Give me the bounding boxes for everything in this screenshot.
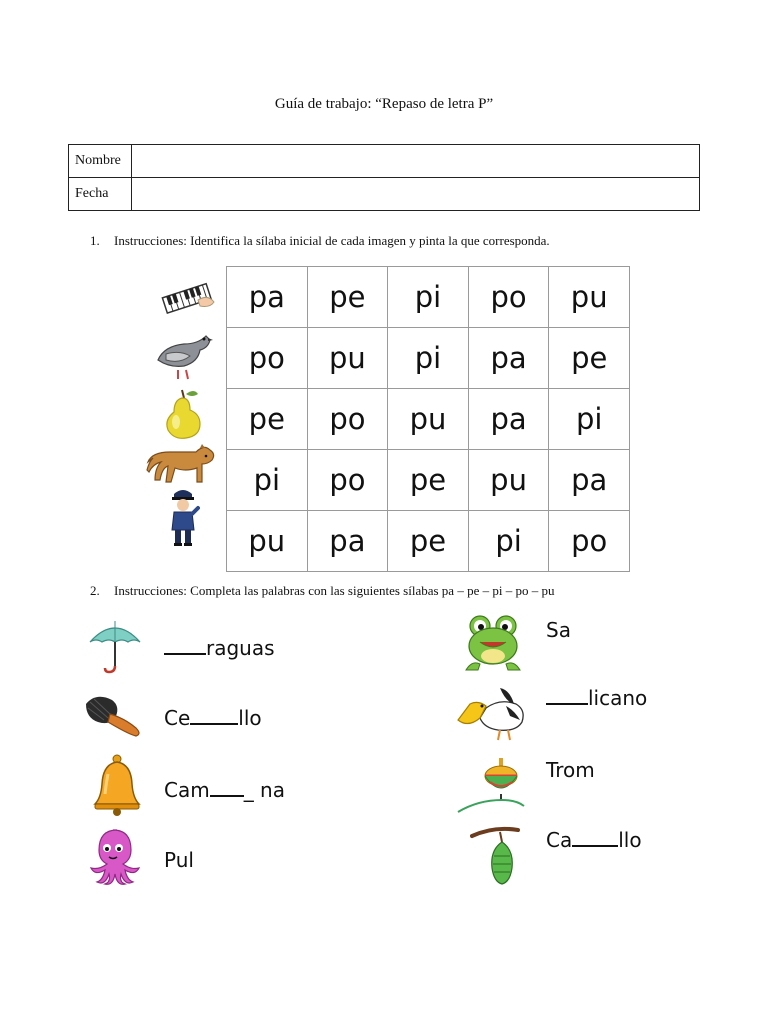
octopus-icon bbox=[80, 826, 146, 886]
piano-icon bbox=[160, 276, 216, 322]
syllable-cell[interactable]: pa bbox=[307, 511, 388, 572]
answer-blank[interactable] bbox=[210, 779, 244, 797]
instruction-1-number: 1. bbox=[90, 233, 100, 248]
syllable-cell[interactable]: pu bbox=[307, 328, 388, 389]
pigeon-icon bbox=[152, 330, 214, 382]
fecha-label: Fecha bbox=[69, 178, 132, 211]
syllable-cell[interactable]: pa bbox=[468, 328, 549, 389]
syllable-cell[interactable]: pe bbox=[388, 511, 469, 572]
instruction-1 bbox=[90, 233, 550, 249]
puma-icon bbox=[138, 442, 218, 488]
word-cepillo: Ce llo bbox=[164, 706, 262, 730]
syllable-cell[interactable]: pu bbox=[388, 389, 469, 450]
grid-row bbox=[227, 389, 630, 450]
syllable-cell[interactable]: po bbox=[307, 450, 388, 511]
word-pulpo: Pul bbox=[164, 848, 194, 872]
syllable-cell[interactable]: pi bbox=[227, 450, 308, 511]
top-icon bbox=[454, 756, 528, 818]
answer-blank[interactable] bbox=[572, 829, 618, 847]
syllable-grid bbox=[226, 266, 630, 572]
instruction-2-text: Instrucciones: Completa las palabras con las siguientes sílabas pa – pe – pi – po – pu bbox=[114, 583, 555, 598]
brush-icon bbox=[80, 690, 146, 738]
syllable-cell[interactable]: pa bbox=[468, 389, 549, 450]
answer-blank[interactable] bbox=[164, 637, 206, 655]
grid-row bbox=[227, 450, 630, 511]
answer-blank[interactable] bbox=[190, 707, 238, 725]
syllable-cell[interactable]: pa bbox=[549, 450, 630, 511]
word-capullo: Ca llo bbox=[546, 828, 642, 852]
frog-icon bbox=[460, 612, 526, 676]
page-title: Guía de trabajo: “Repaso de letra P” bbox=[274, 96, 494, 112]
syllable-cell[interactable]: pi bbox=[549, 389, 630, 450]
grid-row bbox=[227, 267, 630, 328]
syllable-cell[interactable]: po bbox=[468, 267, 549, 328]
answer-blank[interactable] bbox=[546, 687, 588, 705]
syllable-cell[interactable]: pi bbox=[468, 511, 549, 572]
syllable-cell[interactable]: pe bbox=[549, 328, 630, 389]
instruction-2 bbox=[90, 583, 554, 599]
syllable-cell[interactable]: pe bbox=[227, 389, 308, 450]
syllable-cell[interactable]: pi bbox=[388, 328, 469, 389]
syllable-cell[interactable]: po bbox=[307, 389, 388, 450]
umbrella-icon bbox=[86, 616, 144, 676]
police-icon bbox=[166, 486, 200, 548]
instruction-2-number: 2. bbox=[90, 583, 100, 598]
word-pelicano: licano bbox=[546, 686, 647, 710]
fecha-field[interactable] bbox=[132, 178, 700, 211]
pear-icon bbox=[160, 386, 206, 440]
word-trompo: Trom bbox=[546, 758, 595, 782]
nombre-field[interactable] bbox=[132, 145, 700, 178]
syllable-cell[interactable]: pe bbox=[388, 450, 469, 511]
syllable-cell[interactable]: pu bbox=[227, 511, 308, 572]
syllable-cell[interactable]: pi bbox=[388, 267, 469, 328]
cocoon-icon bbox=[470, 826, 520, 888]
syllable-cell[interactable]: po bbox=[227, 328, 308, 389]
grid-row bbox=[227, 328, 630, 389]
pelican-icon bbox=[456, 684, 528, 744]
syllable-cell[interactable]: pu bbox=[549, 267, 630, 328]
syllable-cell[interactable]: pa bbox=[227, 267, 308, 328]
word-sapo: Sa bbox=[546, 618, 571, 642]
nombre-label: Nombre bbox=[69, 145, 132, 178]
syllable-cell[interactable]: pe bbox=[307, 267, 388, 328]
syllable-cell[interactable]: po bbox=[549, 511, 630, 572]
grid-row bbox=[227, 511, 630, 572]
word-campana: Cam _ na bbox=[164, 778, 285, 802]
bell-icon bbox=[92, 754, 142, 816]
word-paraguas: raguas bbox=[164, 636, 275, 660]
student-info-table bbox=[68, 144, 700, 211]
instruction-1-text: Instrucciones: Identifica la sílaba inicial de cada imagen y pinta la que corresponda. bbox=[114, 233, 550, 248]
syllable-cell[interactable]: pu bbox=[468, 450, 549, 511]
